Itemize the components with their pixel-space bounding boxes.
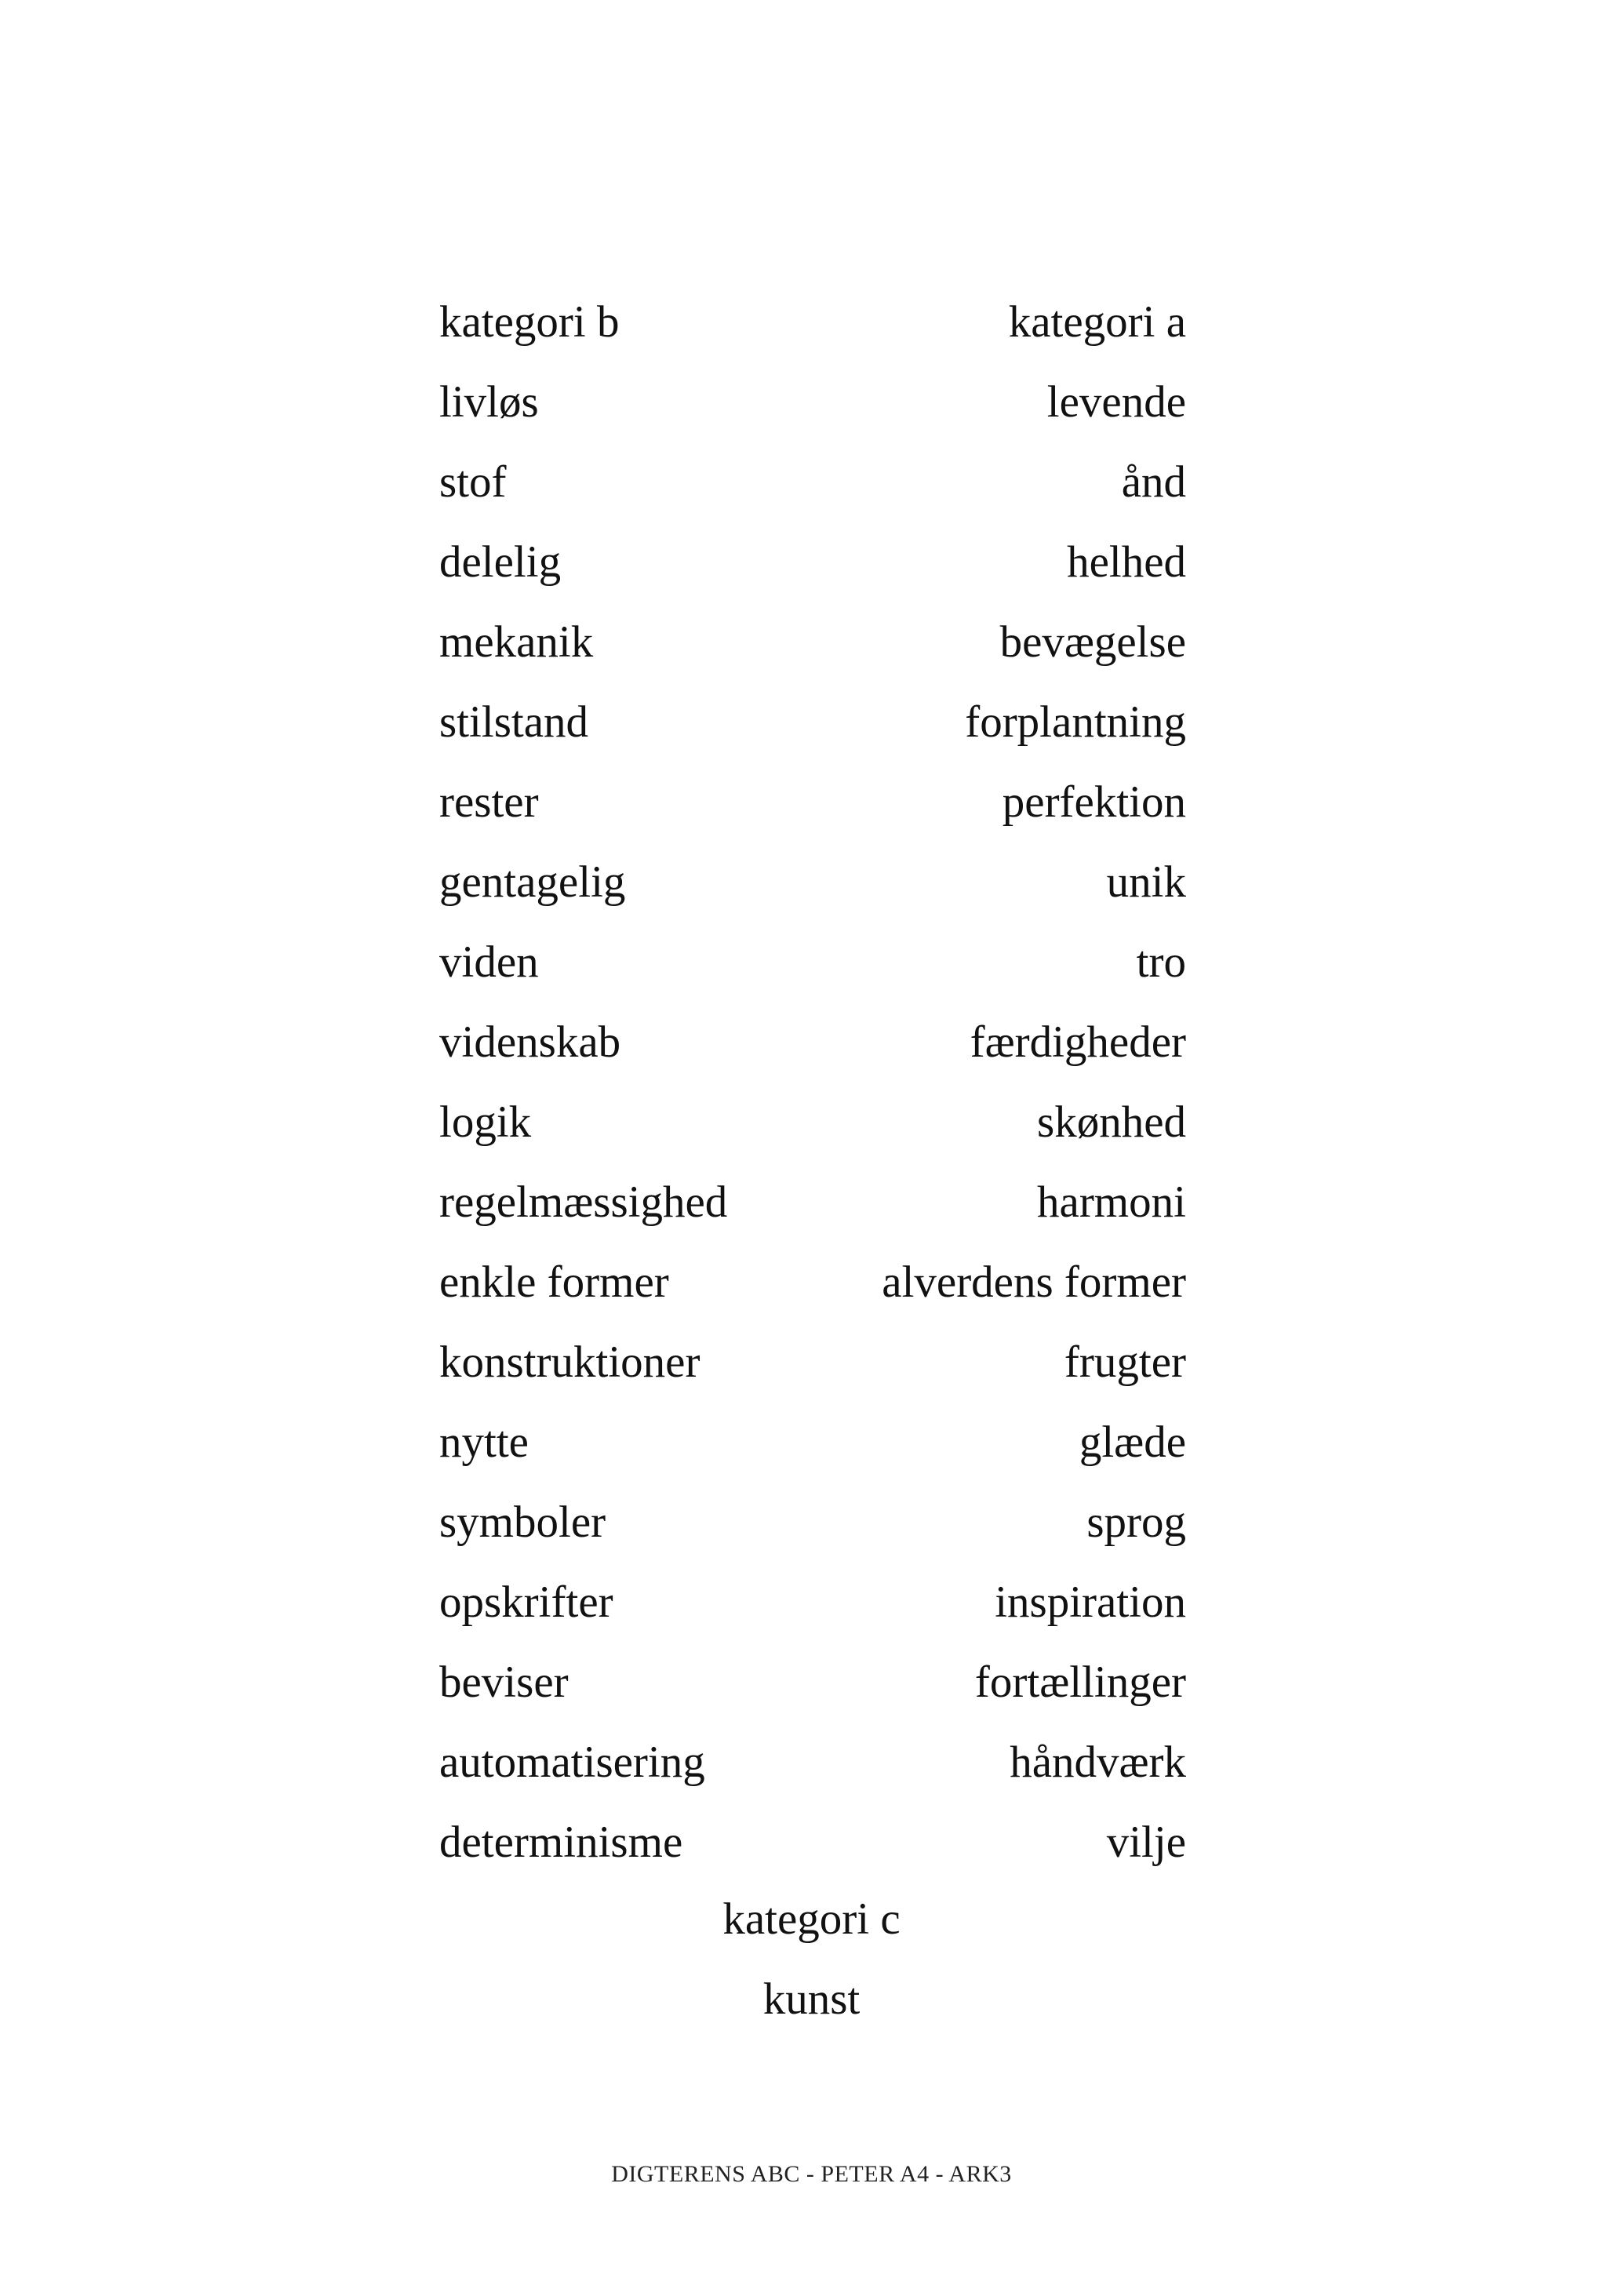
- left-word: stilstand: [439, 697, 589, 747]
- left-word: nytte: [439, 1417, 529, 1467]
- word-pair-row: [439, 682, 1186, 762]
- left-word: regelmæssighed: [439, 1177, 728, 1227]
- right-word: harmoni: [1037, 1177, 1186, 1227]
- right-word: vilje: [1106, 1818, 1186, 1867]
- page-footer: DIGTERENS ABC - PETER A4 - ARK3: [611, 2161, 1012, 2187]
- word-pair-row: [439, 1403, 1186, 1483]
- word-pair-row: [439, 1723, 1186, 1803]
- word-pair-row: [439, 842, 1186, 922]
- word-pair-row: [439, 1083, 1186, 1163]
- right-word: alverdens former: [882, 1257, 1186, 1307]
- word-pair-row: [439, 1483, 1186, 1563]
- header-row: [439, 282, 1186, 362]
- right-word: inspiration: [995, 1577, 1186, 1627]
- left-word: livløs: [439, 377, 539, 427]
- word-pair-row: [439, 1002, 1186, 1083]
- center-category: [0, 1879, 1623, 2039]
- left-word: delelig: [439, 537, 562, 587]
- word-pair-row: [439, 362, 1186, 442]
- right-word: ånd: [1121, 457, 1186, 507]
- right-word: glæde: [1079, 1417, 1186, 1467]
- right-word: perfektion: [1002, 777, 1186, 827]
- word-pair-list: [439, 362, 1186, 1883]
- left-word: logik: [439, 1097, 532, 1147]
- left-word: symboler: [439, 1497, 606, 1547]
- left-word: videnskab: [439, 1017, 621, 1067]
- left-word: opskrifter: [439, 1577, 613, 1627]
- word-pair-row: [439, 1323, 1186, 1403]
- word-pair-row: [439, 1163, 1186, 1243]
- right-word: færdigheder: [970, 1017, 1186, 1067]
- word-pair-row: [439, 1643, 1186, 1723]
- word-pair-row: [439, 922, 1186, 1002]
- right-word: fortællinger: [974, 1657, 1186, 1707]
- left-word: automatisering: [439, 1737, 705, 1787]
- word-pair-row: [439, 442, 1186, 522]
- left-word: enkle former: [439, 1257, 669, 1307]
- left-word: rester: [439, 777, 539, 827]
- left-word: determinisme: [439, 1818, 683, 1867]
- word-pair-row: [439, 522, 1186, 602]
- right-word: unik: [1106, 857, 1186, 907]
- center-category-value: kunst: [762, 1974, 861, 2024]
- word-pair-row: [439, 1563, 1186, 1643]
- right-word: tro: [1136, 937, 1186, 987]
- word-pair-row: [439, 1243, 1186, 1323]
- right-word: frugter: [1064, 1337, 1186, 1387]
- left-word: konstruktioner: [439, 1337, 701, 1387]
- right-word: håndværk: [1010, 1737, 1186, 1787]
- right-word: helhed: [1067, 537, 1186, 587]
- left-column-header: kategori b: [439, 297, 620, 347]
- right-word: skønhed: [1037, 1097, 1186, 1147]
- right-word: sprog: [1086, 1497, 1186, 1547]
- left-word: stof: [439, 457, 507, 507]
- word-pair-row: [439, 602, 1186, 682]
- right-word: forplantning: [965, 697, 1186, 747]
- category-columns: [439, 282, 1186, 1883]
- right-word: bevægelse: [999, 617, 1186, 667]
- left-word: viden: [439, 937, 539, 987]
- left-word: gentagelig: [439, 857, 626, 907]
- left-word: beviser: [439, 1657, 569, 1707]
- word-pair-row: [439, 762, 1186, 842]
- left-word: mekanik: [439, 617, 594, 667]
- right-column-header: kategori a: [1008, 297, 1186, 347]
- right-word: levende: [1046, 377, 1186, 427]
- word-pair-row: [439, 1803, 1186, 1883]
- center-category-header: kategori c: [722, 1894, 901, 1944]
